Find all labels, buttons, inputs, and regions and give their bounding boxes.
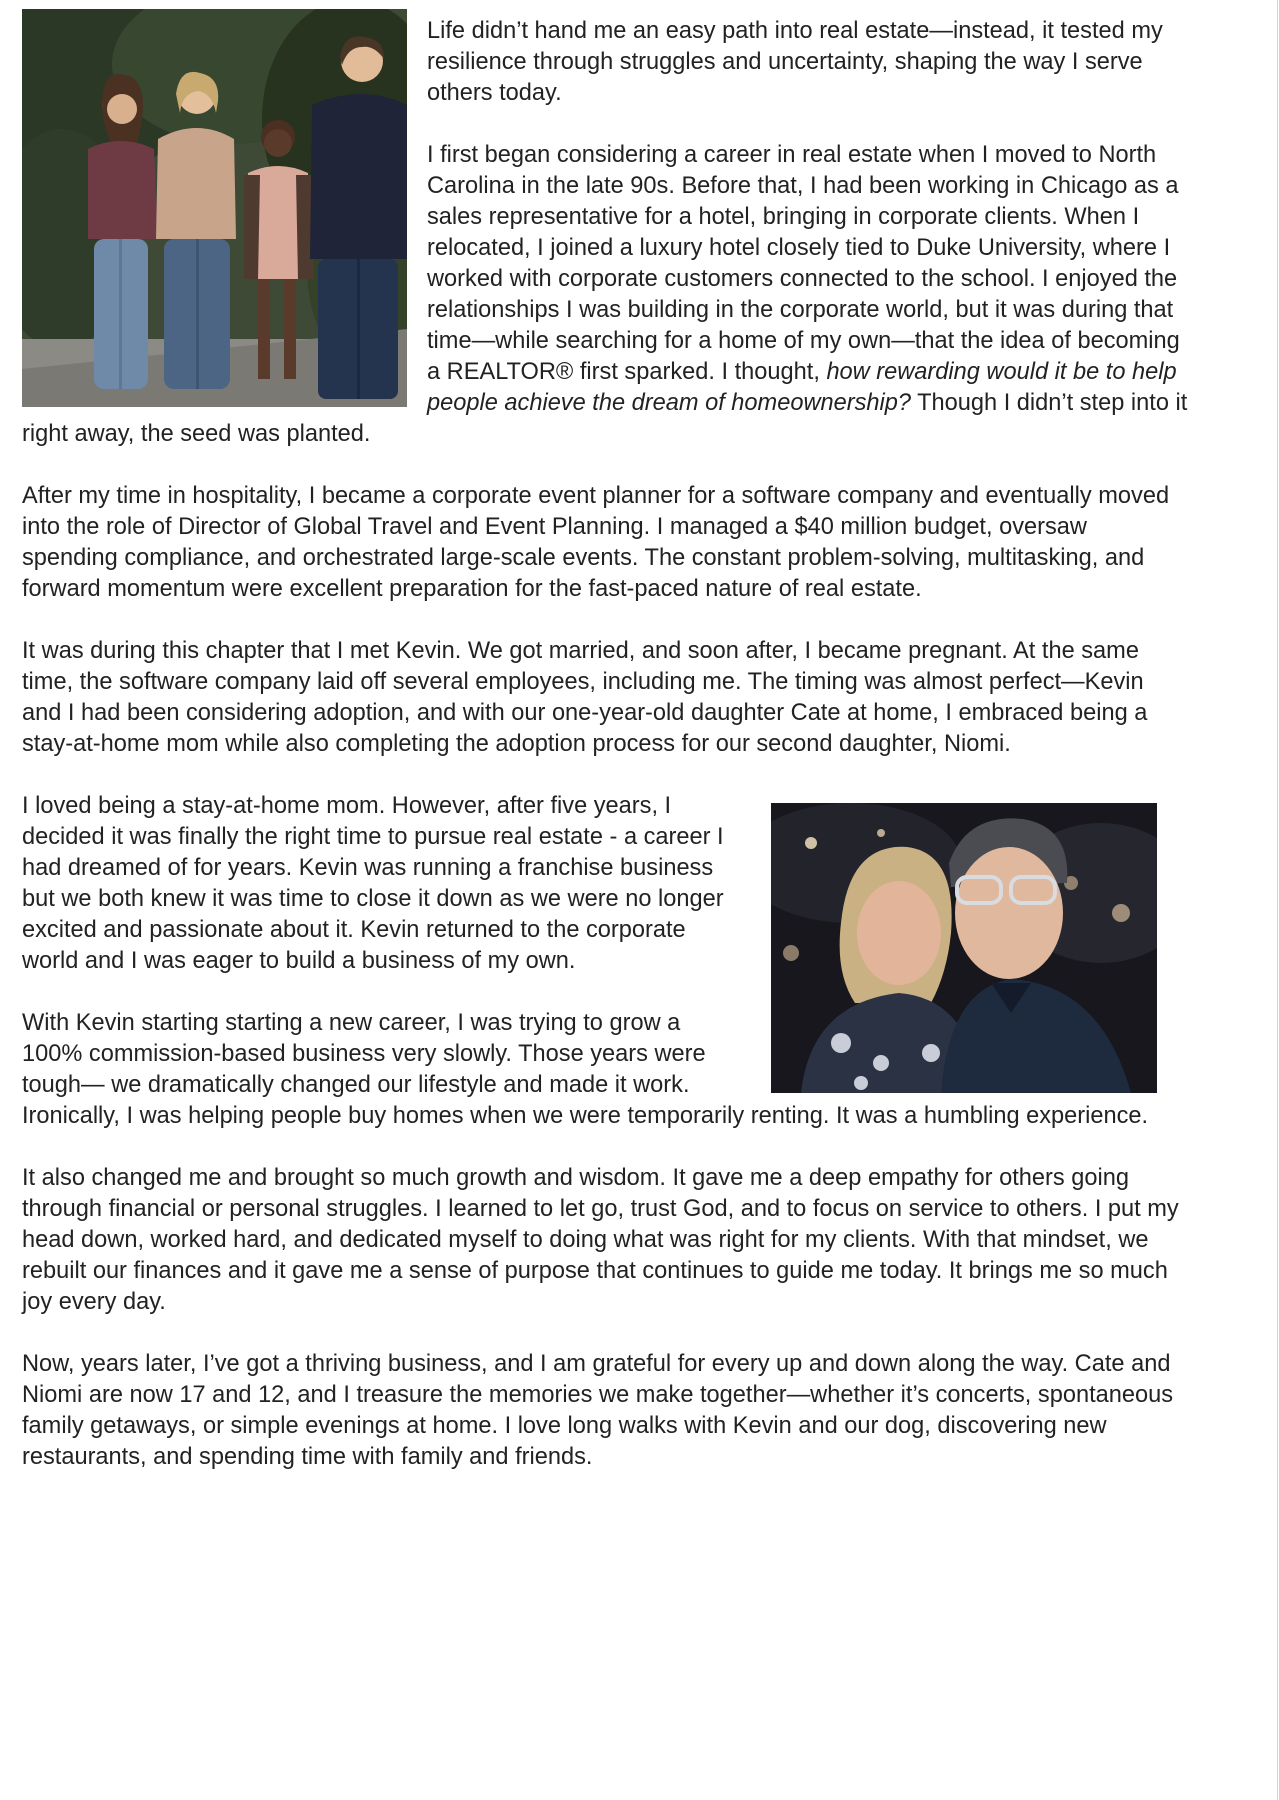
paragraph-3: After my time in hospitality, I became a corporate event planner for a software company and eventually moved into the role of Director of Global Travel and Event Planning. I managed a $40 million budget, oversaw spending compliance, and orchestrated large-scale events. The constant problem-solving, multitasking, and forward momentum were excellent preparation for the fast-paced nature of real estate. <box>22 483 1170 602</box>
family-photo <box>22 9 407 407</box>
paragraph-2-text-start: I first began considering a career in real estate when I moved to North Carolina in the late 90s. Before that, I had been working in Chicago as a sales representative for a hotel, bringing in corporate clients. When I relocated, I joined a luxury hotel closely tied to Duke University, where I worked with corporate customers connected to the school. I enjoyed the relationships I was building in the corporate world, but it was during that time—while searching for a home of my own—that the idea of becoming a REALTOR® first sparked. I thought, <box>427 142 1180 385</box>
paragraph-8: Now, years later, I’ve got a thriving business, and I am grateful for every up and down along the way. Cate and Niomi are now 17 and 12, and I treasure the memories we make together—whether it’s concerts, spontaneous family getaways, or simple evenings at home. I love long walks with Kevin and our dog, discovering new restaurants, and spending time with family and friends. <box>22 1351 1174 1470</box>
couple-photo-graphic <box>771 803 1157 1093</box>
paragraph-1: Life didn’t hand me an easy path into real estate—instead, it tested my resilience through struggles and uncertainty, shaping the way I serve others today. <box>427 18 1163 106</box>
page-edge-line <box>1277 0 1278 1800</box>
article-body <box>22 16 1189 1504</box>
couple-photo <box>771 803 1157 1093</box>
paragraph-4: It was during this chapter that I met Kevin. We got married, and soon after, I became pregnant. At the same time, the software company laid off several employees, including me. The timing was almost perfect—Kevin and I had been considering adoption, and with our one-year-old daughter Cate at home, I embraced being a stay-at-home mom while also completing the adoption process for our second daughter, Niomi. <box>22 638 1148 757</box>
paragraph-2-italic: how rewarding would it be to help people achieve the dream of homeownership? <box>427 359 1177 416</box>
paragraph-2-text-end: Though I didn’t step into it right away, the seed was planted. <box>22 390 1188 447</box>
family-photo-graphic <box>22 9 407 407</box>
paragraph-7: It also changed me and brought so much growth and wisdom. It gave me a deep empathy for others going through financial or personal struggles. I learned to let go, trust God, and to focus on service to others. I put my head down, worked hard, and dedicated myself to doing what was right for my clients. With that mindset, we rebuilt our finances and it gave me a sense of purpose that continues to guide me today. It brings me so much joy every day. <box>22 1165 1179 1315</box>
paragraph-5: I loved being a stay-at-home mom. However, after five years, I decided it was finally the right time to pursue real estate - a career I had dreamed of for years. Kevin was running a franchise business but we both knew it was time to close it down as we were no longer excited and passionate about it. Kevin returned to the corporate world and I was eager to build a business of my own. <box>22 793 724 974</box>
paragraph-6: With Kevin starting starting a new career, I was trying to grow a 100% commission-based business very slowly. Those years were tough— we dramatically changed our lifestyle and made it work. Ironically, I was helping people buy homes when we were temporarily renting. It was a humbling experience. <box>22 1010 1149 1129</box>
